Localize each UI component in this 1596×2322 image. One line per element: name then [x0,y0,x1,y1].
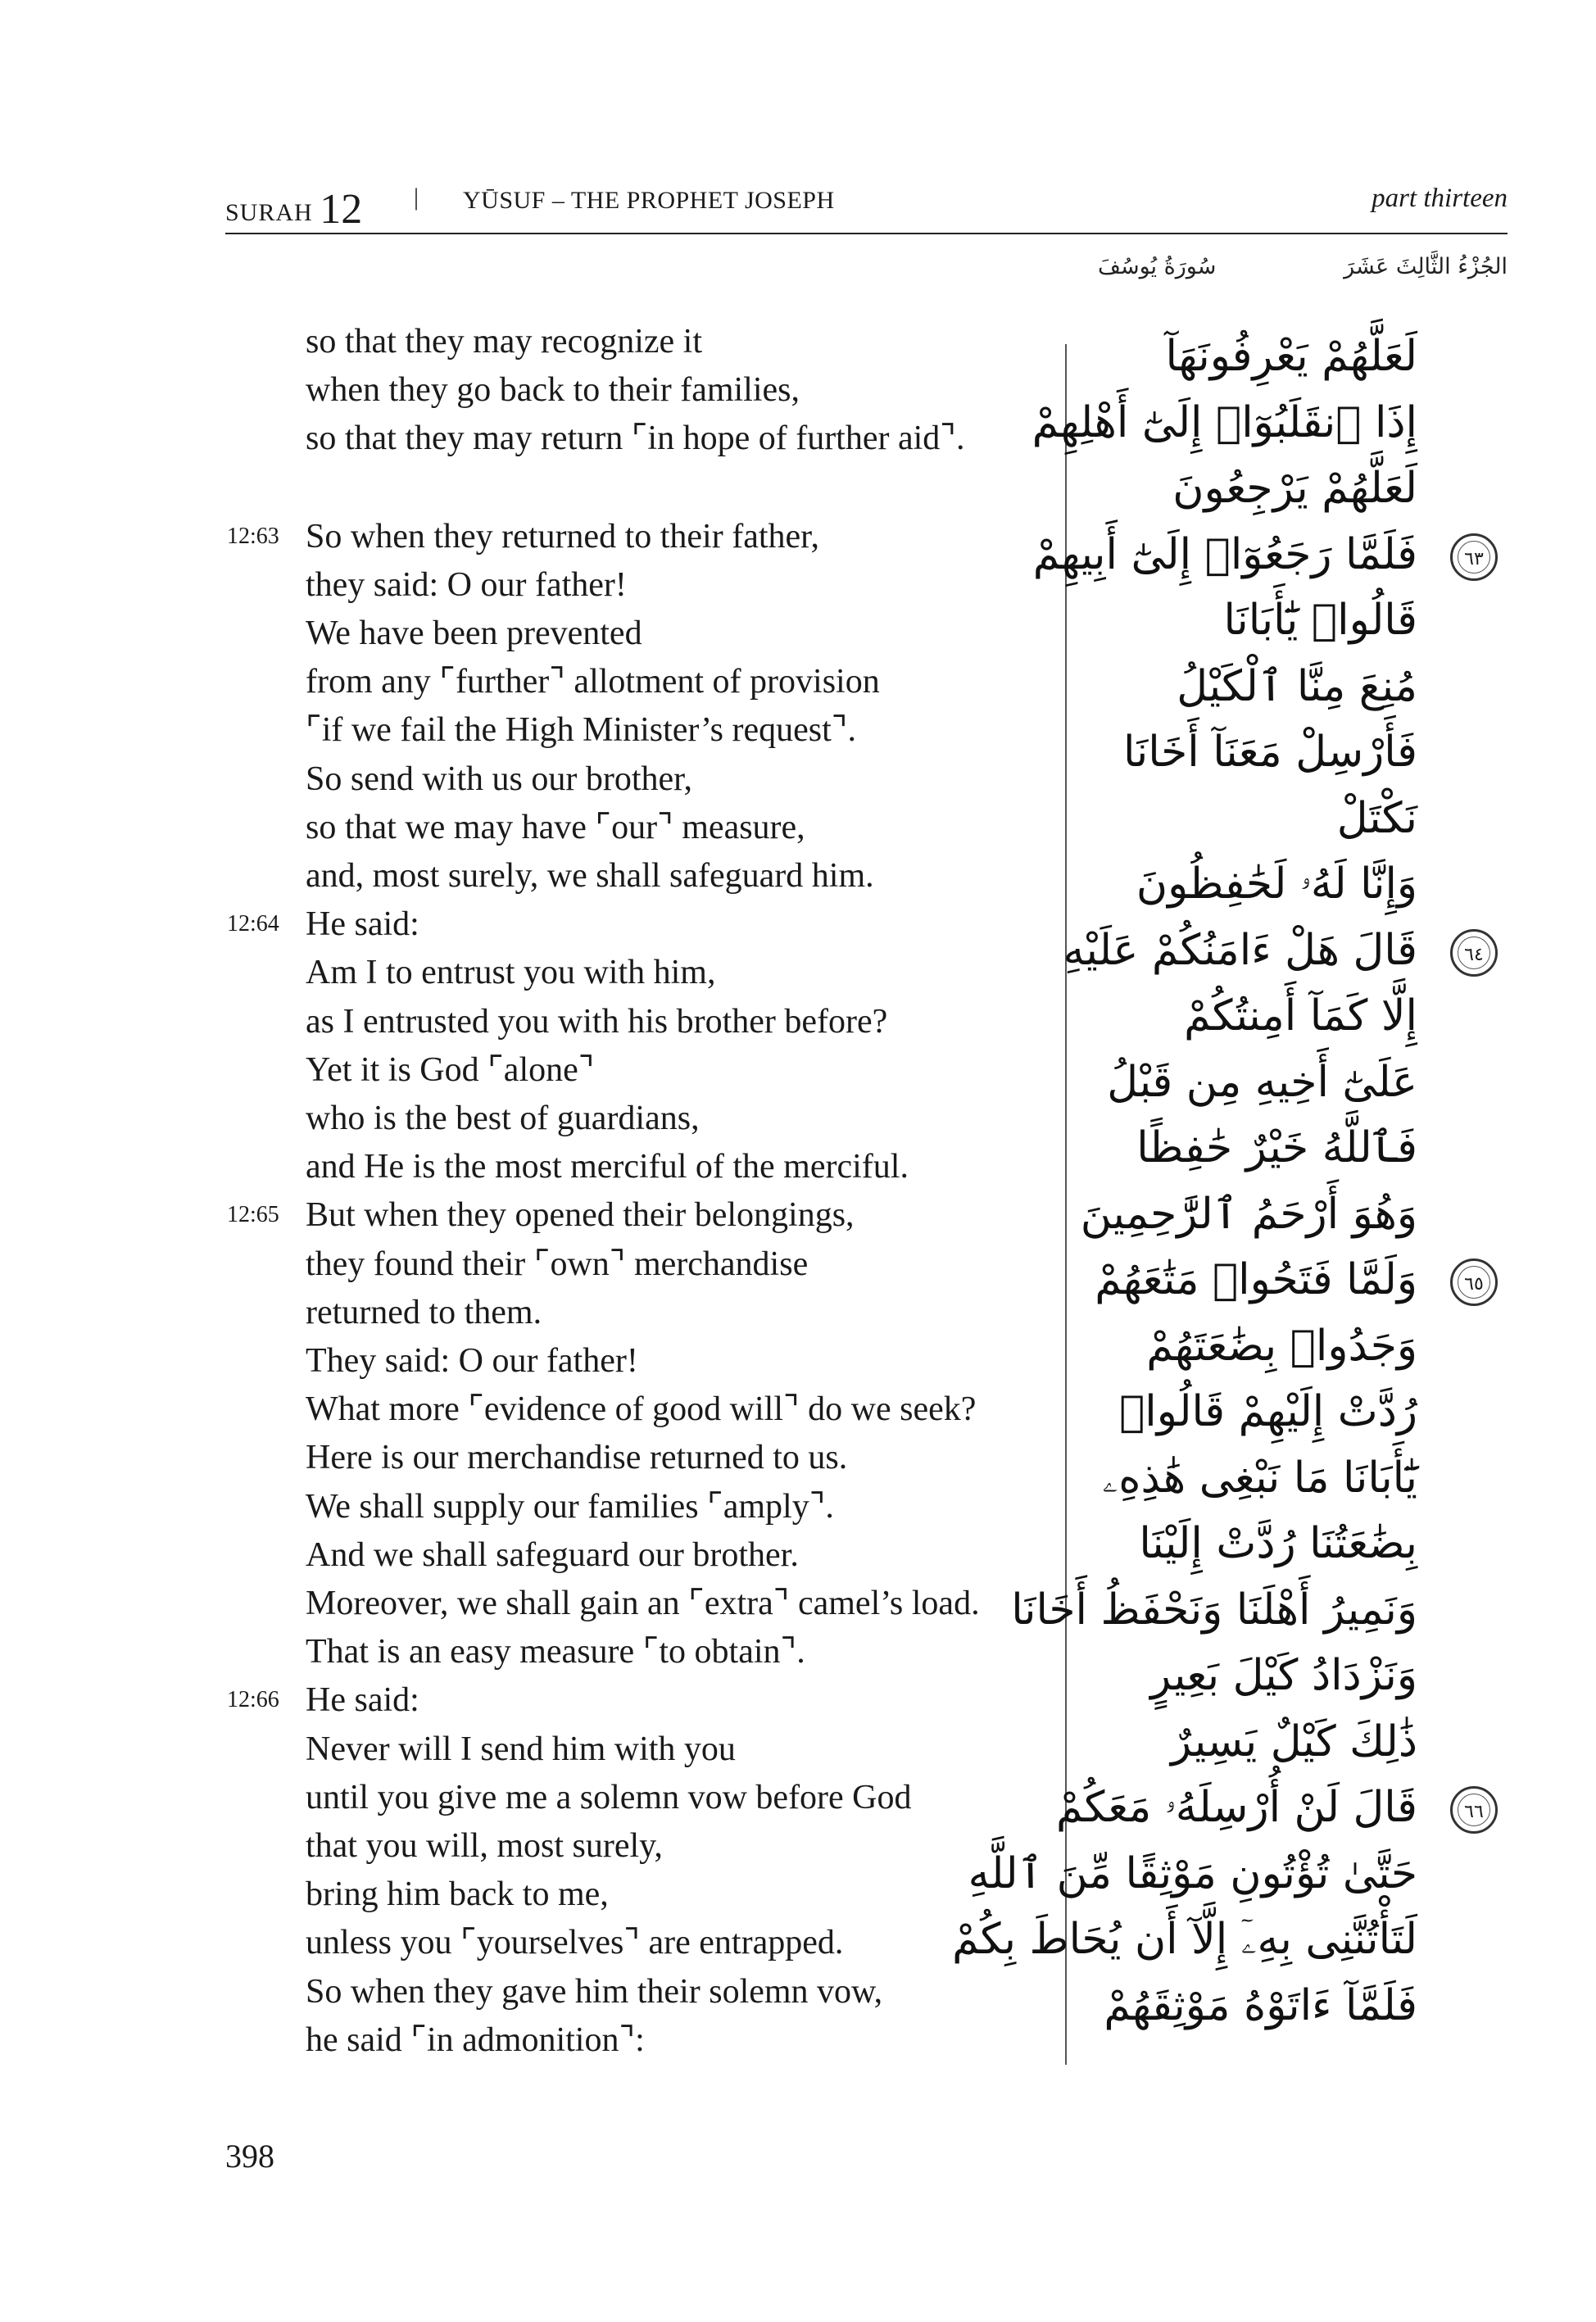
arabic-line: وَنَزْدَادُ كَيْلَ بَعِيرٍ [1150,1651,1417,1700]
arabic-line: فَٱللَّهُ خَيْرٌ حَٰفِظًا [1136,1123,1417,1172]
arabic-line: فَلَمَّا رَجَعُوٓا۟ إِلَىٰٓ أَبِيهِمْ [1032,529,1417,579]
arabic-line: وَجَدُوا۟ بِضَٰعَتَهُمْ [1146,1321,1417,1371]
arabic-line: مُنِعَ مِنَّا ٱلْكَيْلُ [1177,661,1417,711]
translation-line: We have been prevented [306,615,642,652]
translation-line: And we shall safeguard our brother. [306,1535,799,1574]
arabic-line: وَهُوَ أَرْحَمُ ٱلرَّٰحِمِينَ [1080,1189,1417,1239]
translation-line: They said: O our father! [306,1342,638,1380]
verse-number: 12:63 [227,523,279,549]
translation-line: We shall supply our families ⌜amply⌝. [306,1487,834,1526]
translation-line: as I entrusted you with his brother before? [306,1002,888,1041]
translation-line: He said: [306,905,419,944]
translation-line: So when they returned to their father, [306,517,819,556]
page-header [225,164,1508,234]
translation-line: So when they gave him their solemn vow, [306,1972,883,2011]
translation-line: Here is our merchandise returned to us. [306,1439,848,1477]
arabic-line: نَكْتَلْ [1336,793,1417,843]
translation-line: that you will, most surely, [306,1827,663,1865]
arabic-header [1098,254,1508,287]
arabic-line: فَأَرْسِلْ مَعَنَآ أَخَانَا [1122,728,1417,777]
arabic-part-label: الجُزْءُ الثَّالِثَ عَشَرَ [1344,254,1508,279]
translation-line: who is the best of guardians, [306,1100,700,1137]
translation-line: bring him back to me, [306,1875,609,1914]
arabic-line: ذَٰلِكَ كَيْلٌ يَسِيرٌ [1171,1717,1417,1766]
arabic-line: قَالَ هَلْ ءَامَنُكُمْ عَلَيْهِ [1063,925,1417,975]
translation-line: so that we may have ⌜our⌝ measure, [306,808,805,846]
translation-line: returned to them. [306,1293,542,1331]
arabic-line: لَتَأْتُنَّنِى بِهِۦٓ إِلَّآ أَن يُحَاطَ بِكُمْ [952,1915,1417,1964]
verse-number: 12:64 [227,911,279,937]
page-number: 398 [225,2138,274,2175]
ayah-marker: ٦٥ [1450,1259,1498,1306]
translation-line: What more ⌜evidence of good will⌝ do we seek? [306,1390,977,1429]
arabic-line: وَنَمِيرُ أَهْلَنَا وَنَحْفَظُ أَخَانَا [1011,1585,1417,1635]
translation-line: Yet it is God ⌜alone⌝ [306,1050,595,1089]
translation-line: when they go back to their families, [306,371,800,410]
translation-line: they found their ⌜own⌝ merchandise [306,1245,809,1283]
part-label: part thirteen [1372,184,1508,213]
surah-title: YŪSUF – THE PROPHET JOSEPH [463,187,835,214]
arabic-line: قَالُوا۟ يَٰٓأَبَانَا [1223,596,1417,645]
arabic-line: قَالَ لَنْ أُرْسِلَهُۥ مَعَكُمْ [1056,1783,1417,1832]
surah-number: 12 [320,186,363,233]
translation-line: He said: [306,1681,419,1720]
arabic-line: فَلَمَّآ ءَاتَوْهُ مَوْثِقَهُمْ [1104,1980,1417,2030]
translation-line: ⌜if we fail the High Minister’s request⌝. [306,711,856,750]
ayah-marker: ٦٤ [1450,929,1498,977]
translation-line: Never will I send him with you [306,1730,736,1768]
arabic-line: حَتَّىٰ تُؤْتُونِ مَوْثِقًا مِّنَ ٱللَّهِ [968,1848,1417,1898]
translation-line: But when they opened their belongings, [306,1196,855,1235]
translation-line: they said: O our father! [306,565,627,604]
arabic-line: وَإِنَّا لَهُۥ لَحَٰفِظُونَ [1136,859,1417,909]
arabic-line: لَعَلَّهُمْ يَرْجِعُونَ [1172,464,1417,513]
translation-line: unless you ⌜yourselves⌝ are entrapped. [306,1924,844,1962]
arabic-line: عَلَىٰٓ أَخِيهِ مِن قَبْلُ [1107,1057,1417,1107]
translation-line: from any ⌜further⌝ allotment of provision [306,663,880,701]
ayah-marker: ٦٣ [1450,533,1498,581]
translation-line: until you give me a solemn vow before God [306,1778,912,1816]
translation-line: so that they may return ⌜in hope of further aid⌝. [306,420,965,458]
translation-line: he said ⌜in admonition⌝: [306,2020,645,2059]
translation-line: so that they may recognize it [306,323,703,361]
header-separator: | [414,184,419,211]
translation-line: That is an easy measure ⌜to obtain⌝. [306,1633,805,1671]
arabic-line: يَٰٓأَبَانَا مَا نَبْغِى هَٰذِهِۦ [1102,1453,1417,1503]
surah-label: SURAH 12 [225,186,363,233]
arabic-line: بِضَٰعَتُنَا رُدَّتْ إِلَيْنَا [1139,1519,1417,1568]
translation-line: So send with us our brother, [306,760,692,798]
ayah-marker: ٦٦ [1450,1786,1498,1834]
arabic-surah-label: سُورَةُ يُوسُفَ [1098,254,1217,279]
verse-number: 12:66 [227,1687,279,1713]
arabic-line: وَلَمَّا فَتَحُوا۟ مَتَٰعَهُمْ [1095,1255,1417,1304]
arabic-line: إِلَّا كَمَآ أَمِنتُكُمْ [1184,991,1417,1041]
arabic-line: رُدَّتْ إِلَيْهِمْ قَالُوا۟ [1119,1387,1417,1436]
arabic-line: لَعَلَّهُمْ يَعْرِفُونَهَآ [1165,332,1417,381]
verse-number: 12:65 [227,1202,279,1228]
translation-line: Am I to entrust you with him, [306,954,716,992]
arabic-line: إِذَا ٱنقَلَبُوٓا۟ إِلَىٰٓ أَهْلِهِمْ [1032,397,1417,447]
translation-line: and He is the most merciful of the merciful. [306,1148,909,1186]
translation-line: and, most surely, we shall safeguard him. [306,857,874,895]
translation-line: Moreover, we shall gain an ⌜extra⌝ camel’s load. [306,1585,980,1622]
